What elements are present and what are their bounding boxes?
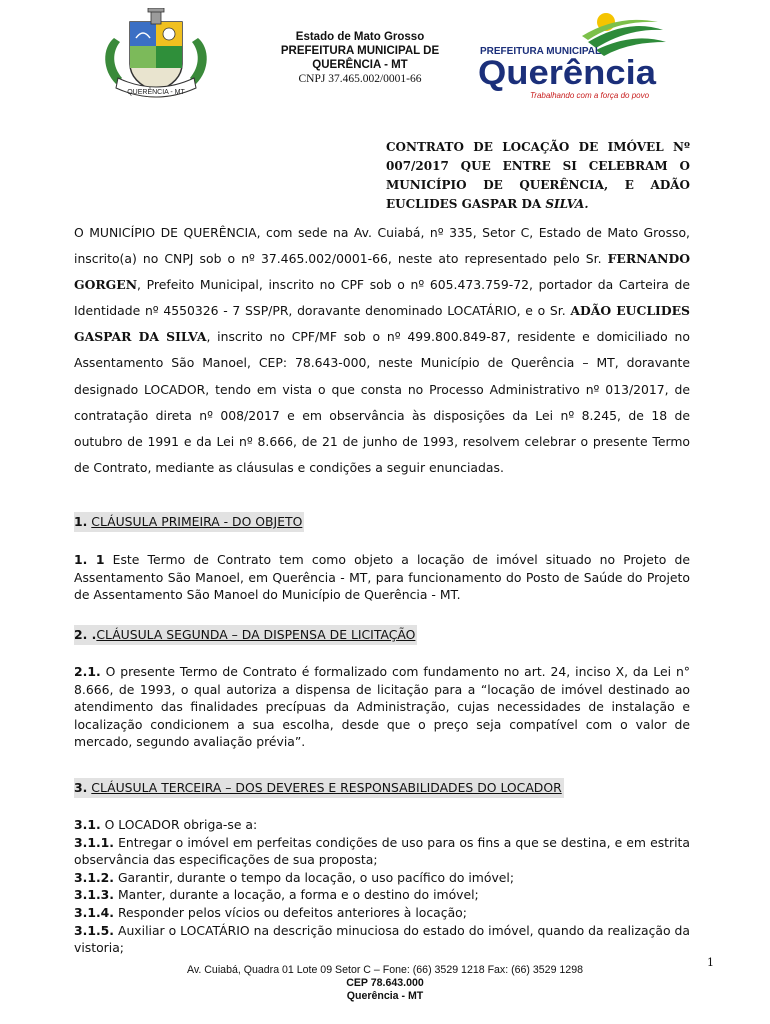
section-2-title: CLÁUSULA SEGUNDA – DA DISPENSA DE LICITAÇÃO xyxy=(96,627,416,642)
section-2-number: 2. . xyxy=(74,627,97,642)
logo-slogan-text: Trabalhando com a força do povo xyxy=(530,91,650,100)
header-center xyxy=(255,30,465,86)
item-number: 3.1.3. xyxy=(74,887,114,903)
intro-paragraph xyxy=(74,220,690,481)
item-text: Auxiliar o LOCATÁRIO na descrição minuciosa do estado do imóvel, quando da realização da vistoria; xyxy=(74,922,690,956)
municipal-crest-icon xyxy=(100,8,212,104)
section-2-paragraph xyxy=(74,663,690,751)
intro-text-1: O MUNICÍPIO DE QUERÊNCIA, com sede na Av. Cuiabá, nº 335, Setor C, Estado de Mato Grosso, inscrito(a) no CNPJ sob o nº 37.465.002/0001-66, neste ato representado pelo Sr. xyxy=(74,225,690,267)
footer-city: Querência - MT xyxy=(346,990,424,1002)
intro-text-3: , inscrito no CPF/MF sob o nº 499.800.849-87, residente e domiciliado no Assentamento São Manoel, CEP: 78.643-000, neste Município de Querência – MT, doravante designado LOCADOR, tendo em vista o que consta no Processo Administrativo nº 013/2017, de contratação direta nº 008/2017 e em observância às disposições da Lei nº 8.245, de 18 de outubro de 1991 e da Lei nº 8.666, de 21 de junho de 1993, resolvem celebrar o presente Termo de Contrato, mediante as cláusulas e condições a seguir enunciadas. xyxy=(74,329,690,475)
section-3-title: CLÁUSULA TERCEIRA – DOS DEVERES E RESPONSABILIDADES DO LOCADOR xyxy=(91,780,562,795)
item-number: 3.1. xyxy=(74,817,101,832)
item-text: Responder pelos vícios ou defeitos anteriores à locação; xyxy=(114,904,467,920)
section-1-heading xyxy=(74,512,304,532)
header-city: QUERÊNCIA - MT xyxy=(312,59,408,71)
section-2-item-text: O presente Termo de Contrato é formalizado com fundamento no art. 24, inciso X, da Lei n° 8.666, de 1993, o qual autoriza a dispensa de licitação para a “locação de imóvel destinado ao atendimento das finalidades precípuas da Administração, cujas necessidades de instalação e localização condicionem a sua escolha, desde que o preço seja compatível com o valor de mercado, segundo avaliação prévia”. xyxy=(74,664,690,750)
contract-title-main: CONTRATO DE LOCAÇÃO DE IMÓVEL Nº 007/2017 QUE ENTRE SI CELEBRAM O MUNICÍPIO DE QUERÊNCIA, E ADÃO EUCLIDES GASPAR DA xyxy=(386,140,690,211)
list-item xyxy=(74,922,690,957)
item-text: O LOCADOR obriga-se a: xyxy=(100,817,258,832)
section-1-item-number: 1. 1 xyxy=(74,552,105,567)
item-number: 3.1.2. xyxy=(74,869,114,885)
item-number: 3.1.4. xyxy=(74,904,114,920)
list-item xyxy=(74,886,690,904)
list-item xyxy=(74,834,690,869)
item-text: Entregar o imóvel em perfeitas condições de uso para os fins a que se destina, e em estrita observância das especificações de sua proposta; xyxy=(74,834,690,868)
section-1-number: 1. xyxy=(74,514,88,529)
section-1-paragraph xyxy=(74,551,690,604)
list-item xyxy=(74,904,690,922)
section-3-heading xyxy=(74,778,564,798)
footer-address: Av. Cuiabá, Quadra 01 Lote 09 Setor C – Fone: (66) 3529 1218 Fax: (66) 3529 1298 xyxy=(187,964,583,976)
contract-title xyxy=(386,138,690,214)
item-text: Garantir, durante o tempo da locação, o uso pacífico do imóvel; xyxy=(114,869,515,885)
intro-name-1: FERNANDO GORGEN xyxy=(74,251,690,293)
section-3-number: 3. xyxy=(74,780,88,795)
section-1-title: CLÁUSULA PRIMEIRA - DO OBJETO xyxy=(91,514,303,529)
section-2-heading xyxy=(74,625,417,645)
section-1-item-text: Este Termo de Contrato tem como objeto a locação de imóvel situado no Projeto de Assentamento São Manoel, em Querência - MT, para funcionamento do Posto de Saúde do Projeto de Assentamento São Manoel do Município de Querência - MT. xyxy=(74,552,691,603)
section-3-list xyxy=(74,816,690,957)
header-prefeitura: PREFEITURA MUNICIPAL DE xyxy=(280,45,440,57)
list-item xyxy=(74,869,690,887)
prefeitura-logo xyxy=(478,8,668,103)
crest-banner-text: QUERÊNCIA - MT xyxy=(127,89,185,96)
contract-title-italic: SILVA. xyxy=(545,197,589,211)
page-footer xyxy=(0,964,770,1003)
item-number: 3.1.5. xyxy=(74,922,114,938)
section-2-item-number: 2.1. xyxy=(74,664,101,679)
header-cnpj: CNPJ 37.465.002/0001-66 xyxy=(298,73,422,85)
intro-text-2: , Prefeito Municipal, inscrito no CPF sob o nº 605.473.759-72, portador da Carteira de Identidade nº 4550326 - 7 SSP/PR, doravante denominado LOCATÁRIO, e o Sr. xyxy=(74,277,690,319)
item-text: Manter, durante a locação, a forma e o destino do imóvel; xyxy=(114,887,479,903)
header-state: Estado de Mato Grosso xyxy=(295,31,425,43)
logo-name-text: Querência xyxy=(478,54,658,92)
list-item xyxy=(74,816,690,834)
footer-cep: CEP 78.643.000 xyxy=(346,977,424,989)
intro-name-2: ADÃO EUCLIDES GASPAR DA SILVA xyxy=(74,303,690,345)
page-number: 1 xyxy=(707,956,714,969)
item-number: 3.1.1. xyxy=(74,834,114,850)
logo-top-text: PREFEITURA MUNICIPAL xyxy=(480,46,602,57)
